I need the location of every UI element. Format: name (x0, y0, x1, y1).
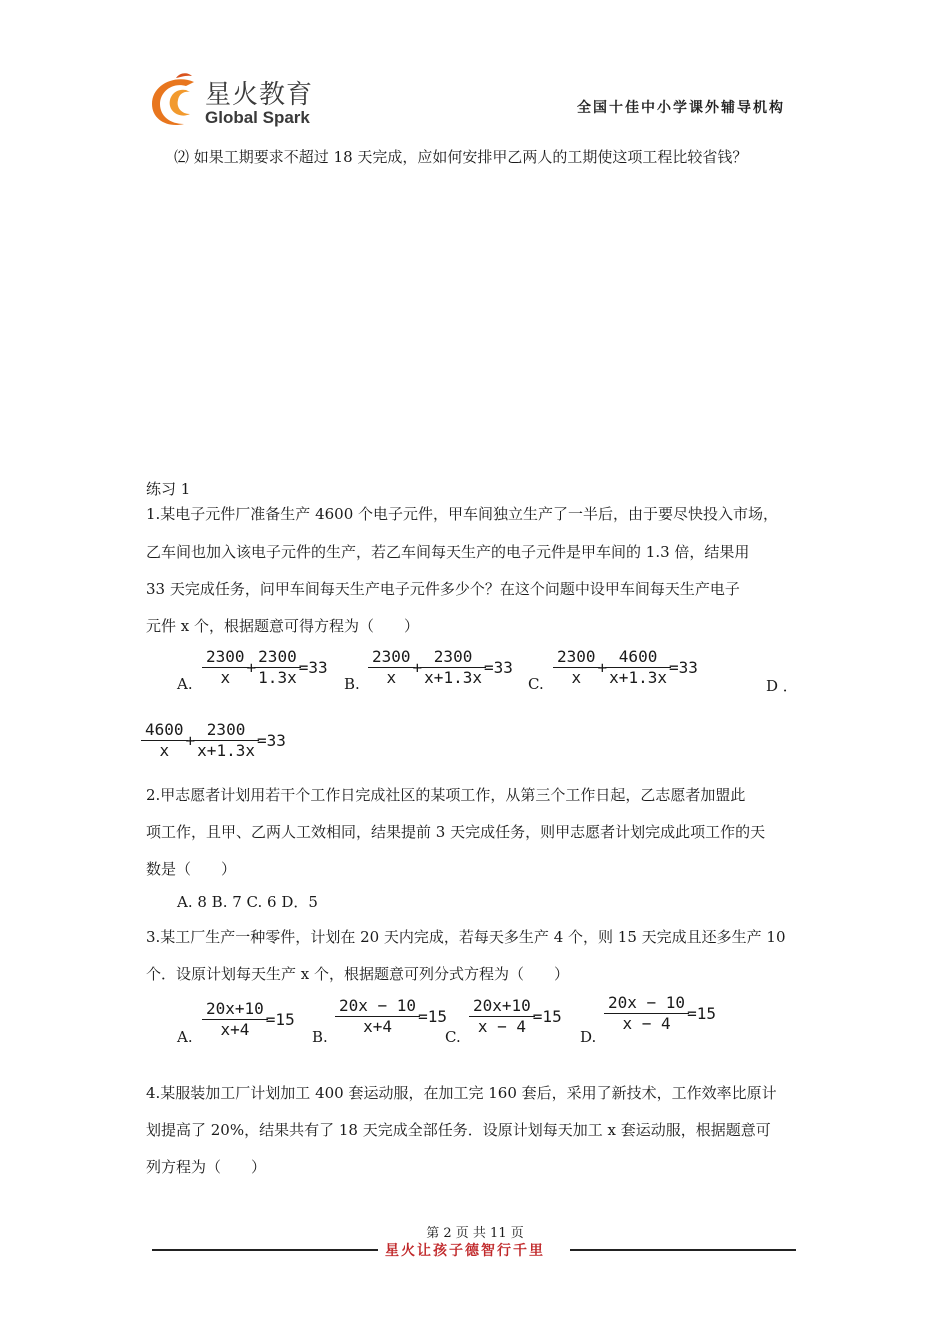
q2-line-1: 2.甲志愿者计划用若干个工作日完成社区的某项工作，从第三个工作日起，乙志愿者加盟此 (146, 786, 746, 804)
q3-option-d-equation: $\frac{20x - 10}{x - 4}$ =15 (606, 994, 716, 1032)
fraction: $\frac{2300}{1.3x}$ (256, 648, 299, 686)
q3-line-2: 个．设原计划每天生产 x 个，根据题意可列分式方程为（ ） (146, 965, 569, 983)
q4-line-2: 划提高了 20%，结果共有了 18 天完成全部任务．设原计划每天加工 x 套运动服，根据题意可 (146, 1121, 771, 1139)
logo-english-name: Global Spark (205, 108, 310, 127)
q3-option-a-label: A. (177, 1028, 193, 1046)
fraction: $\frac{2300}{x+1.3x}$ (422, 648, 484, 686)
q4-line-1: 4.某服装加工厂计划加工 400 套运动服，在加工完 160 套后，采用了新技术，工作效率比原计 (146, 1084, 777, 1102)
q1-option-c-equation: $\frac{2300}{x}$ + $\frac{4600}{x+1.3x}$ =33 (555, 648, 698, 686)
q1-line-2: 乙车间也加入该电子元件的生产，若乙车间每天生产的电子元件是甲车间的 1.3 倍，结果用 (146, 543, 750, 561)
footer-divider-left (152, 1249, 378, 1251)
fraction: $\frac{4600}{x}$ (143, 721, 186, 759)
header-slogan: 全国十佳中小学课外辅导机构 (577, 100, 785, 116)
logo-chinese-name: 星火教育 (205, 80, 314, 110)
fraction: $\frac{2300}{x}$ (204, 648, 247, 686)
q3-option-d-label: D. (580, 1028, 597, 1046)
q1-option-d-label: D ． (766, 677, 798, 695)
fraction: $\frac{2300}{x+1.3x}$ (195, 721, 257, 759)
q3-option-b-label: B. (312, 1028, 328, 1046)
q1-option-a-equation: $\frac{2300}{x}$ + $\frac{2300}{1.3x}$ =33 (204, 648, 328, 686)
q2-line-2: 项工作，且甲、乙两人工效相同，结果提前 3 天完成任务，则甲志愿者计划完成此项工作的天 (146, 823, 766, 841)
q2-options: A. 8 B. 7 C. 6 D．5 (177, 893, 318, 911)
fraction: $\frac{20x+10}{x - 4}$ (471, 997, 533, 1035)
q3-option-a-equation: $\frac{20x+10}{x+4}$ =15 (204, 1000, 295, 1038)
q1-option-d-equation: $\frac{4600}{x}$ + $\frac{2300}{x+1.3x}$ =33 (143, 721, 286, 759)
fraction: $\frac{20x+10}{x+4}$ (204, 1000, 266, 1038)
q1-line-1: 1.某电子元件厂准备生产 4600 个电子元件，甲车间独立生产了一半后，由于要尽快投入市场， (146, 505, 779, 523)
fraction: $\frac{20x - 10}{x - 4}$ (606, 994, 687, 1032)
footer-slogan: 星火让孩子德智行千里 (385, 1243, 545, 1259)
page-number: 第 2 页 共 11 页 (426, 1226, 524, 1241)
q3-line-1: 3.某工厂生产一种零件，计划在 20 天内完成，若每天多生产 4 个，则 15 天完成且还多生产 10 (146, 928, 786, 946)
q2-line-3: 数是（ ） (146, 860, 237, 878)
fraction: $\frac{2300}{x}$ (555, 648, 598, 686)
q1-option-a-label: A. (177, 675, 193, 693)
q3-option-c-label: C. (445, 1028, 461, 1046)
q1-line-4: 元件 x 个，根据题意可得方程为（ ） (146, 617, 419, 635)
global-spark-logo-icon (146, 72, 206, 130)
fraction: $\frac{20x - 10}{x+4}$ (337, 997, 418, 1035)
q3-option-b-equation: $\frac{20x - 10}{x+4}$ =15 (337, 997, 447, 1035)
fraction: $\frac{4600}{x+1.3x}$ (607, 648, 669, 686)
q3-option-c-equation: $\frac{20x+10}{x - 4}$ =15 (471, 997, 562, 1035)
footer-divider-right (570, 1249, 796, 1251)
practice-title: 练习 1 (146, 480, 191, 498)
q1-option-b-label: B. (344, 675, 360, 693)
q1-option-b-equation: $\frac{2300}{x}$ + $\frac{2300}{x+1.3x}$ =33 (370, 648, 513, 686)
q1-option-c-label: C. (528, 675, 544, 693)
intro-question: ⑵ 如果工期要求不超过 18 天完成，应如何安排甲乙两人的工期使这项工程比较省钱？ (174, 148, 748, 166)
q1-line-3: 33 天完成任务，问甲车间每天生产电子元件多少个？在这个问题中设甲车间每天生产电子 (146, 580, 740, 598)
q4-line-3: 列方程为（ ） (146, 1158, 267, 1176)
fraction: $\frac{2300}{x}$ (370, 648, 413, 686)
